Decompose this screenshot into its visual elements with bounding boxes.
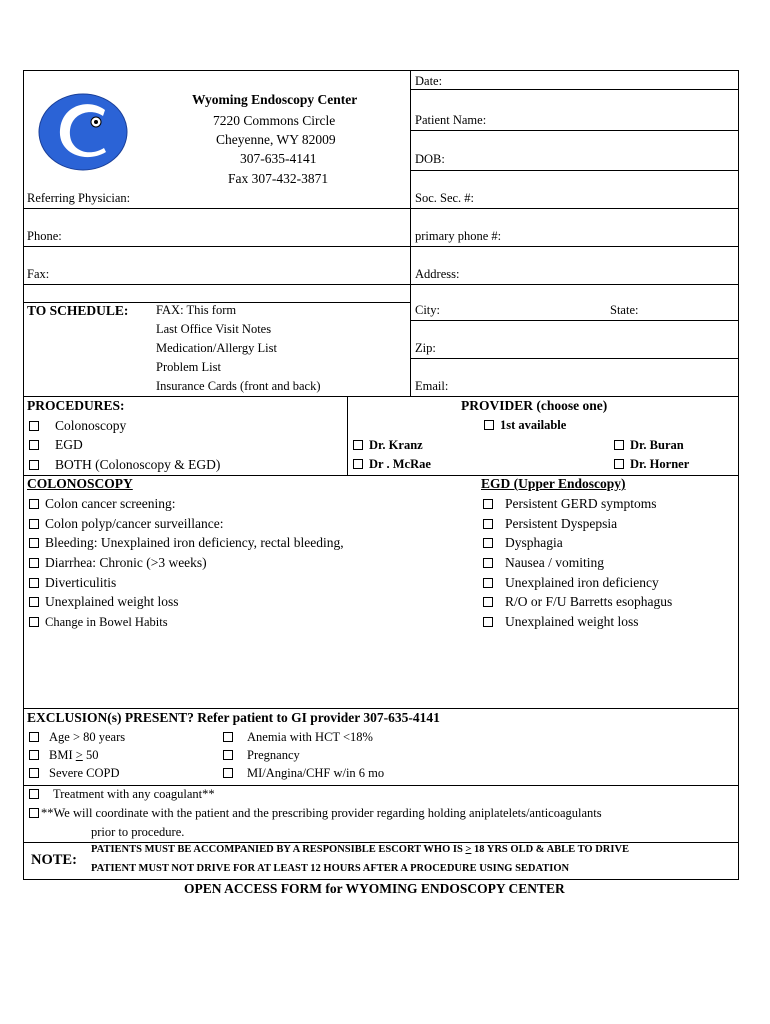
email-label: Email: [415,379,449,393]
checkbox-icon[interactable] [483,499,493,509]
rule-exclusions [23,785,739,786]
rule-dob [410,170,739,171]
egd-item[interactable]: Persistent Dyspepsia [483,517,617,531]
egd-item[interactable]: Unexplained weight loss [483,615,638,629]
patient-name-label: Patient Name: [415,113,487,127]
exclusion-anemia[interactable]: Anemia with HCT <18% [223,731,373,744]
checkbox-icon[interactable] [29,421,39,431]
rule-zip [410,358,739,359]
procedure-colonoscopy[interactable]: Colonoscopy [29,419,126,433]
provider-mcrae[interactable]: Dr . McRae [353,458,431,471]
dob-label: DOB: [415,152,445,166]
center-address1: 7220 Commons Circle [213,113,336,128]
schedule-label: TO SCHEDULE: [27,303,129,318]
center-fax: Fax 307-432-3871 [228,171,329,186]
address-label: Address: [415,267,460,281]
colonoscopy-item[interactable]: Change in Bowel Habits [29,616,168,629]
exclusion-cardiac[interactable]: MI/Angina/CHF w/in 6 mo [223,767,384,780]
note-label: NOTE: [31,852,77,868]
checkbox-icon[interactable] [29,617,39,627]
egd-item[interactable]: R/O or F/U Barretts esophagus [483,595,672,609]
note-escort: PATIENTS MUST BE ACCOMPANIED BY A RESPONSIBLE ESCORT WHO IS > 18 YRS OLD & ABLE TO DRIVE [91,844,630,855]
schedule-item: FAX: This form [156,303,237,317]
checkbox-icon[interactable] [483,558,493,568]
center-name: Wyoming Endoscopy Center [192,92,358,107]
colonoscopy-item[interactable]: Colon polyp/cancer surveillance: [29,517,223,531]
checkbox-icon[interactable] [29,519,39,529]
form-footer-title: OPEN ACCESS FORM for WYOMING ENDOSCOPY CENTER [184,881,565,896]
checkbox-icon[interactable] [483,578,493,588]
rule-email [23,396,739,397]
checkbox-icon[interactable] [29,732,39,742]
zip-label: Zip: [415,341,436,355]
fax-label: Fax: [27,267,50,281]
coordinate-note-line2: prior to procedure. [91,825,185,839]
exclusion-bmi[interactable]: BMI > 50 [29,749,98,762]
ssn-label: Soc. Sec. #: [415,191,475,205]
colonoscopy-item[interactable]: Colon cancer screening: [29,497,175,511]
provider-horner[interactable]: Dr. Horner [614,458,689,471]
checkbox-icon[interactable] [223,768,233,778]
provider-buran[interactable]: Dr. Buran [614,439,684,452]
center-address2: Cheyenne, WY 82009 [216,132,336,147]
primary-phone-label: primary phone #: [415,229,502,243]
column-divider-procedures [347,396,348,475]
schedule-item: Medication/Allergy List [156,341,277,355]
egd-item[interactable]: Nausea / vomiting [483,556,604,570]
date-label: Date: [415,74,443,88]
checkbox-icon[interactable] [353,440,363,450]
city-label: City: [415,303,441,317]
exclusion-copd[interactable]: Severe COPD [29,767,119,780]
checkbox-icon[interactable] [29,768,39,778]
referring-physician-label: Referring Physician: [27,191,131,205]
schedule-item: Last Office Visit Notes [156,322,272,336]
checkbox-icon[interactable] [483,597,493,607]
procedure-both[interactable]: BOTH (Colonoscopy & EGD) [29,458,220,472]
provider-title: PROVIDER (choose one) [461,398,608,413]
checkbox-icon[interactable] [29,538,39,548]
colonoscopy-item[interactable]: Unexplained weight loss [29,595,178,609]
phone-label: Phone: [27,229,62,243]
checkbox-icon[interactable] [223,732,233,742]
colonoscopy-title: COLONOSCOPY [27,476,133,491]
rule-phone [23,246,739,247]
checkbox-icon[interactable] [29,808,39,818]
checkbox-icon[interactable] [29,440,39,450]
egd-item[interactable]: Dysphagia [483,536,563,550]
checkbox-icon[interactable] [29,789,39,799]
checkbox-icon[interactable] [29,558,39,568]
schedule-item: Insurance Cards (front and back) [156,379,321,393]
exclusions-title: EXCLUSION(s) PRESENT? Refer patient to GI provider 307-635-4141 [27,710,440,725]
exclusion-age[interactable]: Age > 80 years [29,731,125,744]
checkbox-icon[interactable] [614,440,624,450]
egd-title: EGD (Upper Endoscopy) [481,476,626,491]
coordinate-note[interactable]: **We will coordinate with the patient and the prescribing provider regarding holding aniplatelets/anticoagulants [29,807,602,820]
checkbox-icon[interactable] [483,538,493,548]
checkbox-icon[interactable] [29,578,39,588]
checkbox-icon[interactable] [484,420,494,430]
egd-item[interactable]: Unexplained iron deficiency [483,576,659,590]
procedure-egd[interactable]: EGD [29,438,83,452]
rule-indications [23,708,739,709]
checkbox-icon[interactable] [223,750,233,760]
procedures-title: PROCEDURES: [27,398,125,413]
center-phone: 307-635-4141 [240,151,317,166]
provider-first-available[interactable]: 1st available [484,419,566,432]
checkbox-icon[interactable] [483,519,493,529]
note-no-driving: PATIENT MUST NOT DRIVE FOR AT LEAST 12 HOURS AFTER A PROCEDURE USING SEDATION [91,863,570,874]
colonoscopy-item[interactable]: Bleeding: Unexplained iron deficiency, rectal bleeding, [29,536,344,550]
rule-fax [23,284,739,285]
colonoscopy-item[interactable]: Diarrhea: Chronic (>3 weeks) [29,556,207,570]
exclusion-coagulant[interactable]: Treatment with any coagulant** [29,788,215,801]
rule-ssn [23,208,739,209]
rule-patient [410,130,739,131]
exclusion-pregnancy[interactable]: Pregnancy [223,749,300,762]
checkbox-icon[interactable] [29,750,39,760]
column-divider-top [410,70,411,396]
rule-coagulant [23,842,739,843]
rule-date [410,89,739,90]
provider-kranz[interactable]: Dr. Kranz [353,439,423,452]
schedule-item: Problem List [156,360,221,374]
checkbox-icon[interactable] [29,460,39,470]
colonoscopy-item[interactable]: Diverticulitis [29,576,116,590]
checkbox-icon[interactable] [29,499,39,509]
egd-item[interactable]: Persistent GERD symptoms [483,497,657,511]
checkbox-icon[interactable] [353,459,363,469]
center-logo [38,92,128,172]
rule-city [410,320,739,321]
state-label: State: [610,303,639,317]
checkbox-icon[interactable] [483,617,493,627]
checkbox-icon[interactable] [29,597,39,607]
checkbox-icon[interactable] [614,459,624,469]
